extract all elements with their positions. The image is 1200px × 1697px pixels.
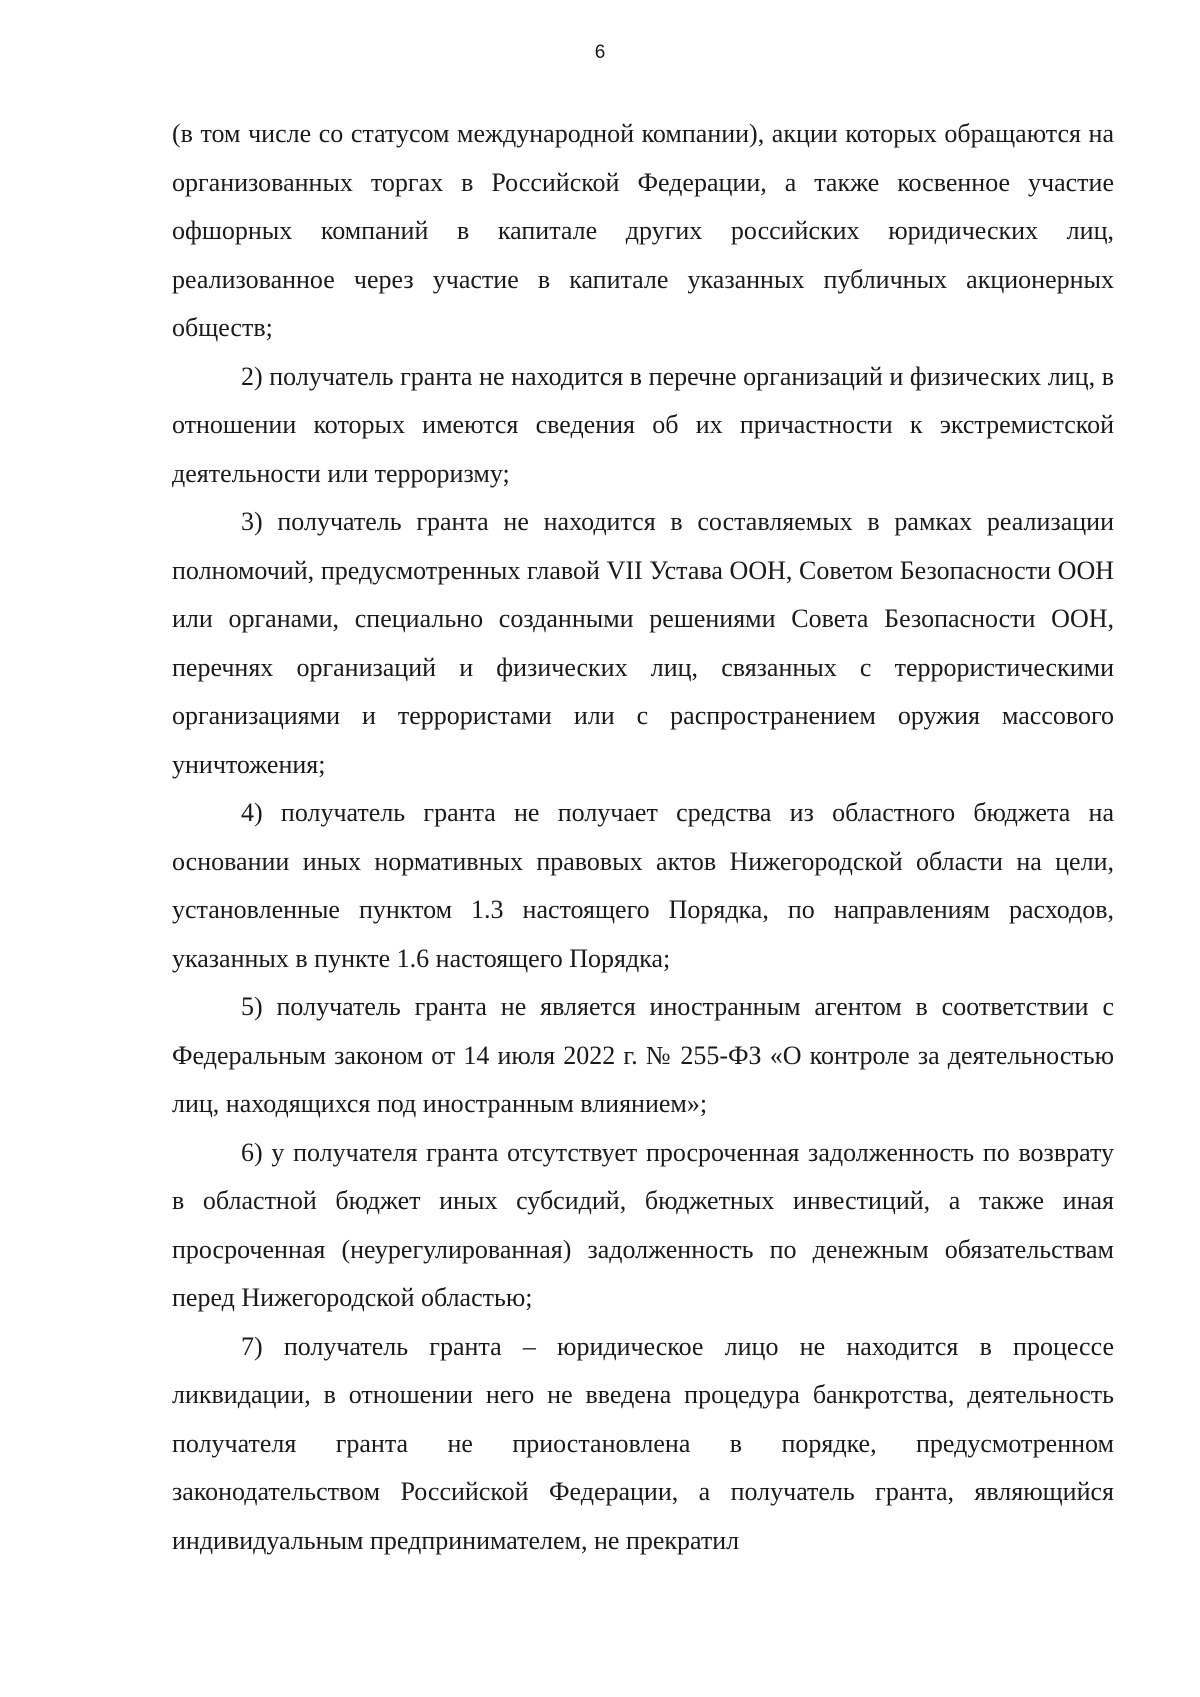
page-number: 6: [594, 42, 606, 63]
paragraph-item-6: 6) у получателя гранта отсутствует просроченная задолженность по возврату в областной бюджет иных субсидий, бюджетных инвестиций, а также иная просроченная (неурегулированная) задолженность по денежным обязательствам перед Нижегородской областью;: [172, 1137, 1114, 1312]
paragraph-item-7: 7) получатель гранта – юридическое лицо не находится в процессе ликвидации, в отношении него не введена процедура банкротства, деятельность получателя гранта не приостановлена в порядке, предусмотренном законодательством Российской Федерации, а получатель гранта, являющийся индивидуальным предпринимателем, не прекратил: [172, 1331, 1114, 1555]
paragraph-item-2: 2) получатель гранта не находится в перечне организаций и физических лиц, в отношении которых имеются сведения об их причастности к экстремистской деятельности или терроризму;: [172, 361, 1114, 488]
paragraph-item-5: 5) получатель гранта не является иностранным агентом в соответствии с Федеральным законом от 14 июля 2022 г. № 255-ФЗ «О контроле за деятельностью лиц, находящихся под иностранным влиянием»;: [172, 992, 1114, 1118]
paragraph-item-4: 4) получатель гранта не получает средства из областного бюджета на основании иных нормативных правовых актов Нижегородской области на цели, установленные пунктом 1.3 настоящего Порядка, по направлениям расходов, указанных в пункте 1.6 настоящего Порядка;: [172, 798, 1114, 973]
paragraph-item-3: 3) получатель гранта не находится в составляемых в рамках реализации полномочий, предусмотренных главой VII Устава ООН, Советом Безопасности ООН или органами, специально созданными решениями Совета Безопасности ООН, перечнях организаций и физических лиц, связанных с террористическими организациями и террористами или с распространением оружия массового уничтожения;: [172, 507, 1114, 779]
document-body: [172, 110, 1114, 1565]
paragraph-continuation: (в том числе со статусом международной компании), акции которых обращаются на организованных торгах в Российской Федерации, а также косвенное участие офшорных компаний в капитале других российских юридических лиц, реализованное через участие в капитале указанных публичных акционерных обществ;: [172, 119, 1114, 342]
